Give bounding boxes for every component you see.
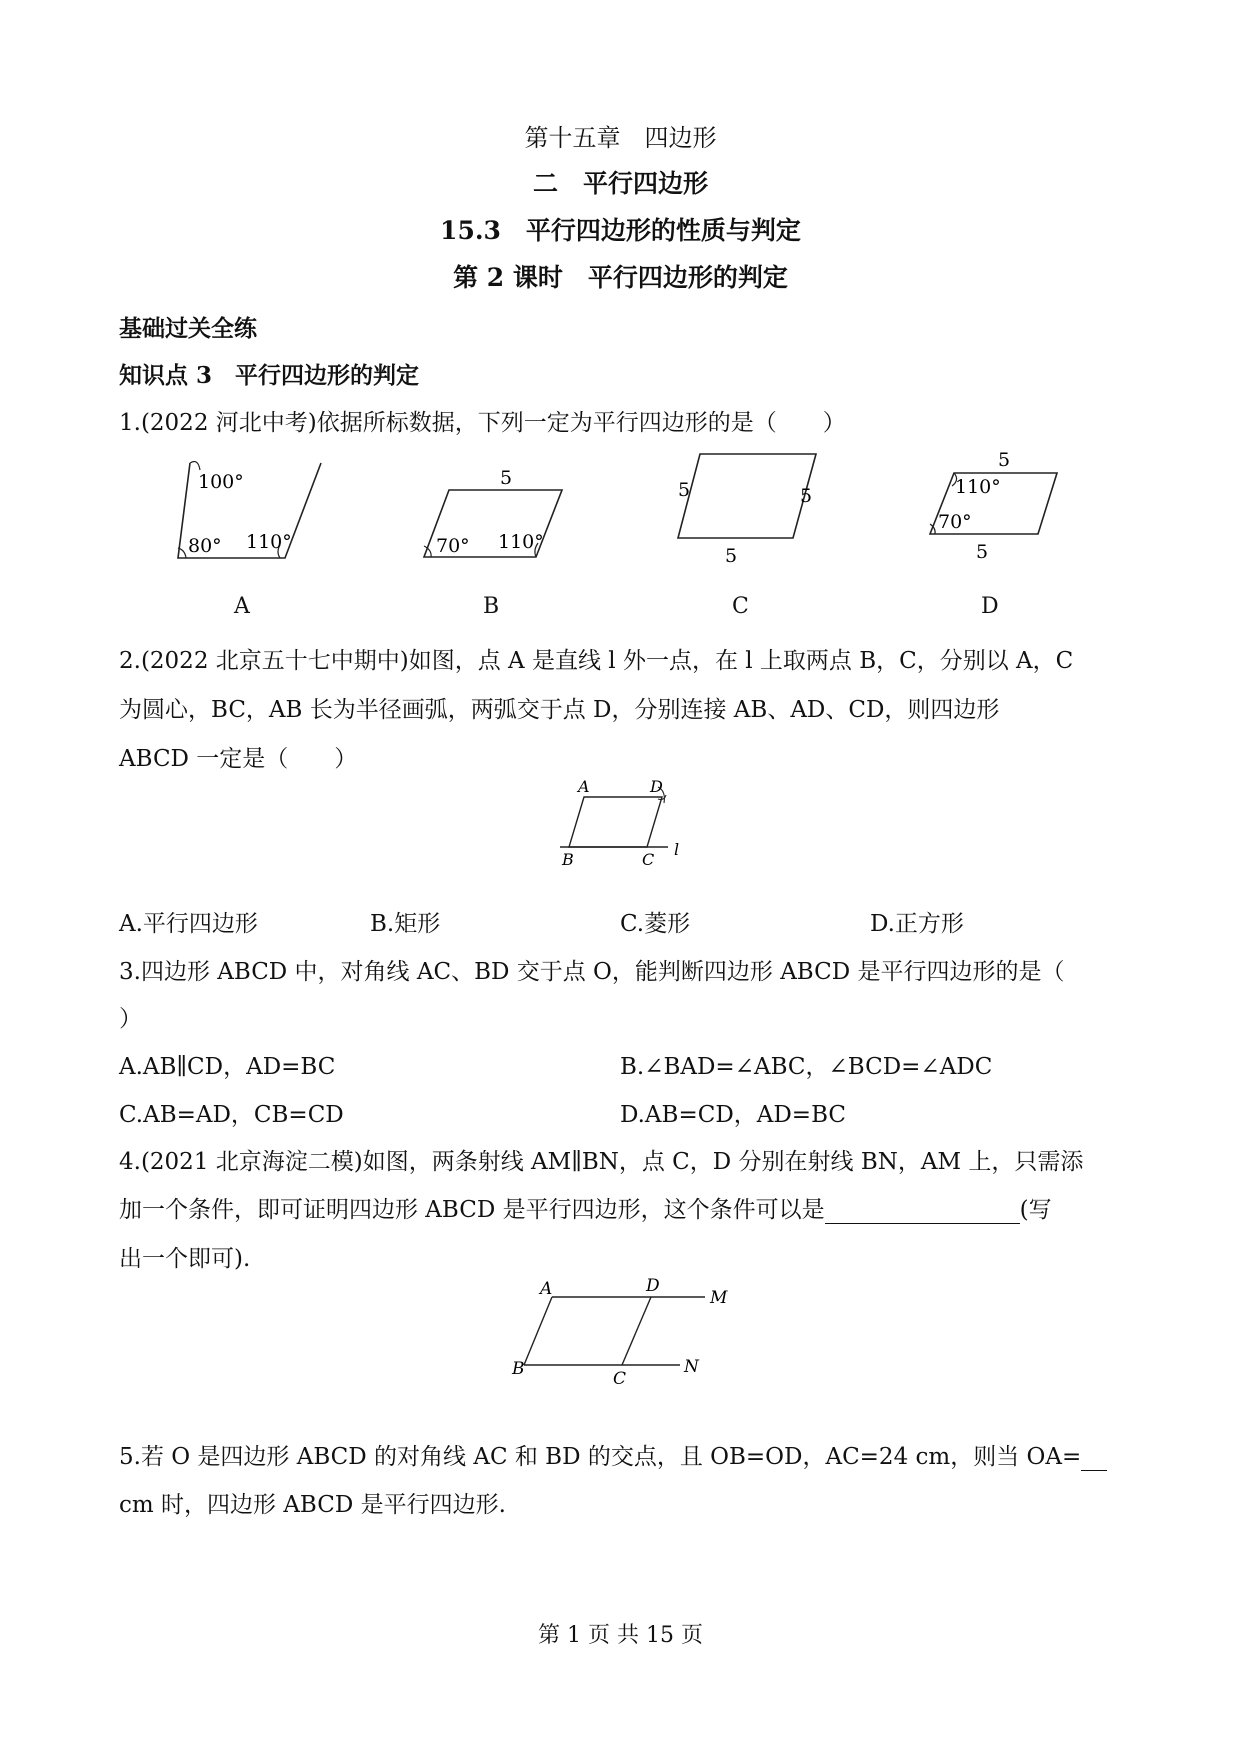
question-3-option-a[interactable]: A.AB∥CD，AD=BC	[119, 1054, 336, 1080]
question-3-line-1: 3.四边形 ABCD 中，对角线 AC、BD 交于点 O，能判断四边形 ABCD 是平行四边形的是（	[119, 959, 1065, 985]
page-footer: 第 1 页 共 15 页	[538, 1623, 703, 1648]
figure-a-angle-100: 100°	[198, 471, 244, 493]
q2-point-c: C	[642, 850, 655, 869]
q4-point-c: C	[613, 1369, 627, 1389]
question-2-option-c[interactable]: C.菱形	[620, 911, 691, 937]
figure-d-angle-70: 70°	[938, 511, 972, 533]
question-4-line-2-tail: (写	[1019, 1197, 1052, 1223]
question-4-line-1: 4.(2021 北京海淀二模)如图，两条射线 AM∥BN，点 C，D 分别在射线 BN，AM 上，只需添	[119, 1149, 1084, 1175]
knowledge-point-title: 知识点 3 平行四边形的判定	[119, 362, 420, 389]
figure-c-side-right: 5	[800, 485, 813, 507]
figure-c	[678, 454, 816, 538]
figure-d-side-bottom: 5	[976, 541, 989, 563]
figure-a-label: A	[234, 594, 250, 619]
question-5-line-1	[119, 1438, 1129, 1471]
section-title: 15.3 平行四边形的性质与判定	[440, 216, 801, 245]
q2-point-a: A	[578, 777, 590, 796]
figure-a-angle-80: 80°	[188, 535, 222, 557]
question-4-line-2	[119, 1191, 1129, 1224]
question-1-text: 1.(2022 河北中考)依据所标数据，下列一定为平行四边形的是（ ）	[119, 410, 846, 436]
part-title: 二 平行四边形	[532, 169, 708, 198]
figure-d-label: D	[981, 594, 999, 619]
question-4-line-3: 出一个即可).	[119, 1246, 251, 1272]
question-5-answer-blank[interactable]	[1081, 1446, 1107, 1471]
question-2-option-a[interactable]: A.平行四边形	[119, 911, 258, 937]
question-3-line-2: ）	[119, 1006, 142, 1032]
q2-point-b: B	[562, 850, 574, 869]
q4-point-b: B	[512, 1359, 525, 1379]
question-5-line-1-text: 5.若 O 是四边形 ABCD 的对角线 AC 和 BD 的交点，且 OB=OD，AC=24 cm，则当 OA=	[119, 1444, 1082, 1470]
figure-d-angle-110: 110°	[955, 476, 1001, 498]
practice-title: 基础过关全练	[119, 315, 257, 342]
q4-point-a: A	[540, 1279, 553, 1299]
q4-point-n: N	[684, 1357, 699, 1377]
figure-b-angle-70: 70°	[436, 535, 470, 557]
question-3-option-c[interactable]: C.AB=AD，CB=CD	[119, 1102, 344, 1128]
figure-c-label: C	[732, 594, 749, 619]
figure-c-side-left: 5	[678, 479, 691, 501]
question-2-option-d[interactable]: D.正方形	[870, 911, 964, 937]
question-4-line-2-text: 加一个条件，即可证明四边形 ABCD 是平行四边形，这个条件可以是	[119, 1197, 825, 1223]
lesson-title: 第 2 课时 平行四边形的判定	[453, 263, 788, 292]
chapter-title: 第十五章 四边形	[524, 124, 717, 152]
question-2-line-1: 2.(2022 北京五十七中期中)如图，点 A 是直线 l 外一点，在 l 上取两点 B，C，分别以 A，C	[119, 648, 1074, 674]
figure-a-angle-110: 110°	[246, 531, 292, 553]
question-3-option-d[interactable]: D.AB=CD，AD=BC	[620, 1102, 847, 1128]
q4-point-m: M	[710, 1288, 728, 1308]
figure-b-side-top: 5	[500, 467, 513, 489]
question-2-line-3: ABCD 一定是（ ）	[119, 746, 358, 772]
q2-line-l: l	[674, 840, 680, 859]
question-2-option-b[interactable]: B.矩形	[370, 911, 441, 937]
question-2-line-2: 为圆心，BC，AB 长为半径画弧，两弧交于点 D，分别连接 AB、AD、CD，则四边形	[119, 697, 1000, 723]
q2-point-d: D	[650, 777, 663, 796]
figure-b-label: B	[483, 594, 500, 619]
question-3-option-b[interactable]: B.∠BAD=∠ABC，∠BCD=∠ADC	[620, 1054, 993, 1080]
question-2-figure	[540, 775, 720, 870]
figure-d-side-top: 5	[998, 449, 1011, 471]
question-5-line-2: cm 时，四边形 ABCD 是平行四边形.	[119, 1492, 506, 1518]
q4-point-d: D	[646, 1278, 660, 1296]
question-4-figure	[500, 1278, 750, 1398]
question-1-figures	[0, 440, 1241, 590]
question-4-answer-blank[interactable]	[825, 1199, 1020, 1224]
figure-c-side-bottom: 5	[725, 545, 738, 567]
figure-b-angle-110: 110°	[498, 531, 544, 553]
